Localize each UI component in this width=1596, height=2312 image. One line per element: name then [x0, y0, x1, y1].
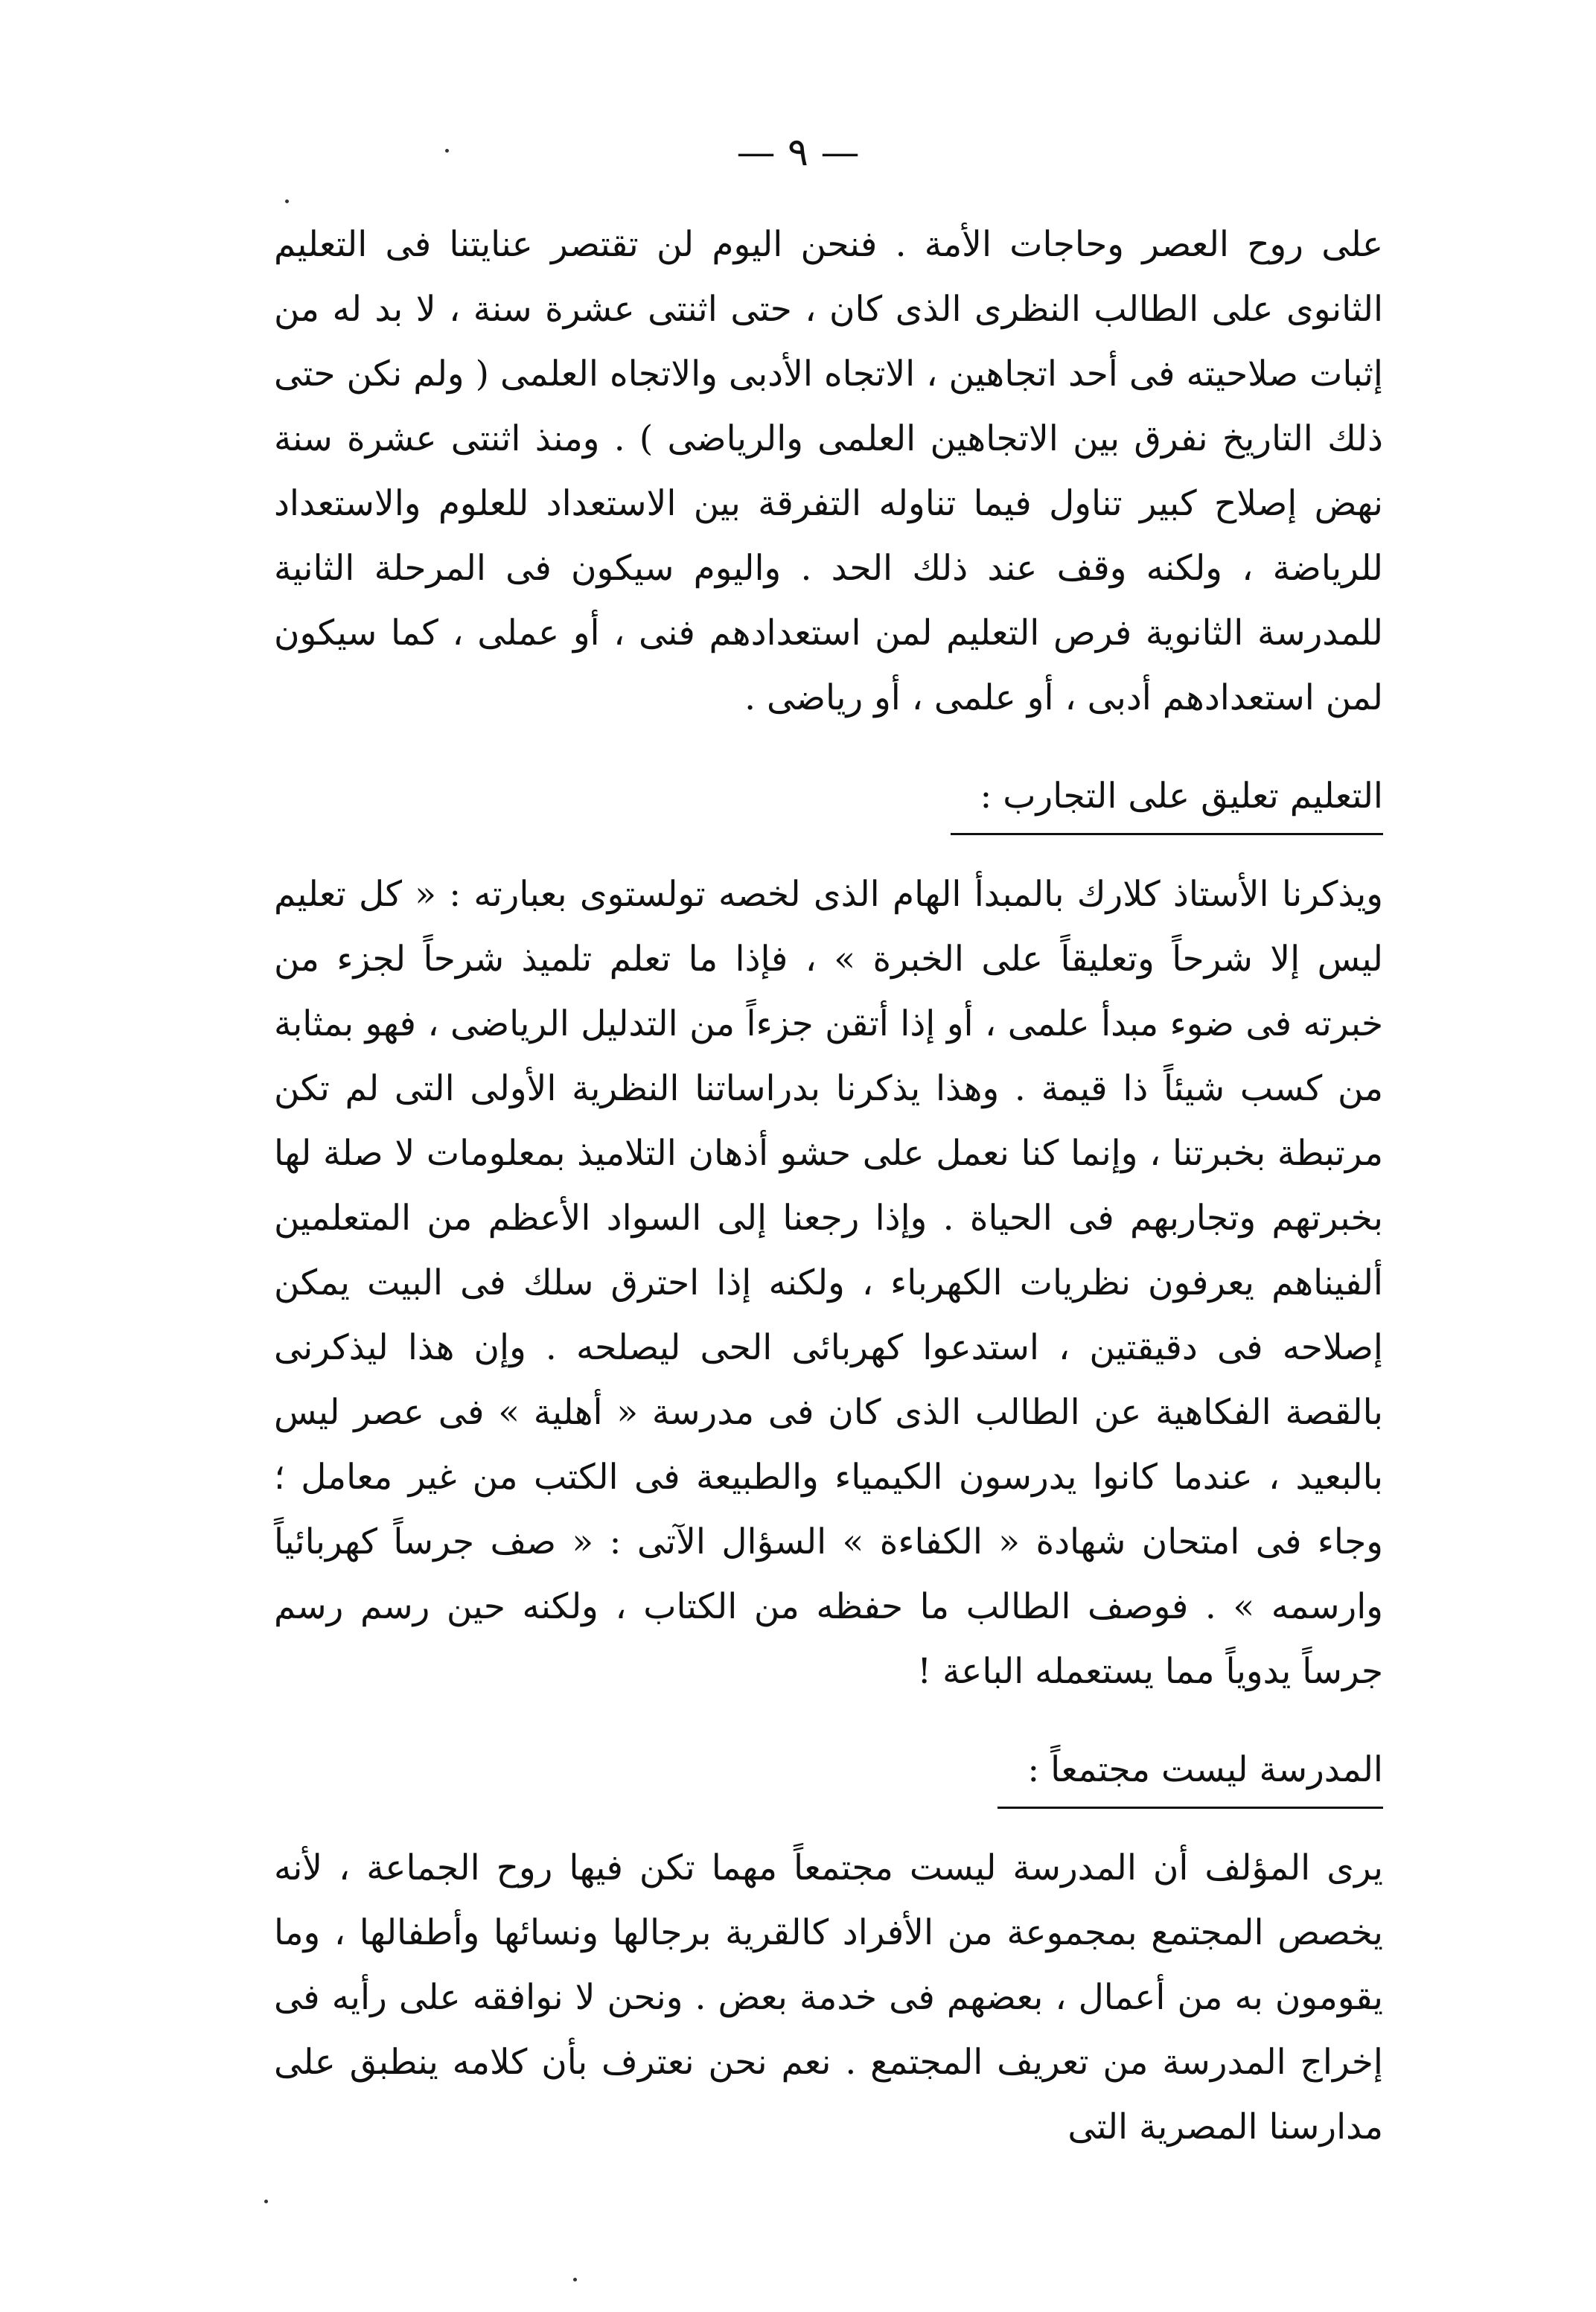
scan-speck — [285, 199, 289, 203]
section-heading-school-not-society: المدرسة ليست مجتمعاً : — [998, 1737, 1383, 1809]
scan-speck — [573, 2278, 577, 2281]
page-body — [274, 212, 1383, 2159]
paragraph-secondary-education: على روح العصر وحاجات الأمة . فنحن اليوم لن تقتصر عنايتنا فى التعليم الثانوى على الطالب النظرى الذى كان ، حتى اثنتى عشرة سنة ، لا بد له من إثبات صلاحيته فى أحد اتجاهين ، الاتجاه الأدبى والاتجاه العلمى ( ولم نكن حتى ذلك التاريخ نفرق بين الاتجاهين العلمى والرياضى ) . ومنذ اثنتى عشرة سنة نهض إصلاح كبير تناول فيما تناوله التفرقة بين الاستعداد للعلوم والاستعداد للرياضة ، ولكنه وقف عند ذلك الحد . واليوم سيكون فى المرحلة الثانية للمدرسة الثانوية فرص التعليم لمن استعدادهم فنى ، أو عملى ، كما سيكون لمن استعدادهم أدبى ، أو علمى ، أو رياضى . — [274, 224, 1383, 718]
paragraph-clarke-tolstoy: ويذكرنا الأستاذ كلارك بالمبدأ الهام الذى لخصه تولستوى بعبارته : « كل تعليم ليس إلا شرحاً وتعليقاً على الخبرة » ، فإذا ما تعلم تلميذ شرحاً لجزء من خبرته فى ضوء مبدأ علمى ، أو إذا أتقن جزءاً من التدليل الرياضى ، فهو بمثابة من كسب شيئاً ذا قيمة . وهذا يذكرنا بدراساتنا النظرية الأولى التى لم تكن مرتبطة بخبرتنا ، وإنما كنا نعمل على حشو أذهان التلاميذ بمعلومات لا صلة لها بخبرتهم وتجاربهم فى الحياة . وإذا رجعنا إلى السواد الأعظم من المتعلمين ألفيناهم يعرفون نظريات الكهرباء ، ولكنه إذا احترق سلك فى البيت يمكن إصلاحه فى دقيقتين ، استدعوا كهربائى الحى ليصلحه . وإن هذا ليذكرنى بالقصة الفكاهية عن الطالب الذى كان فى مدرسة « أهلية » فى عصر ليس بالبعيد ، عندما كانوا يدرسون الكيمياء والطبيعة فى الكتب من غير معامل ؛ وجاء فى امتحان شهادة « الكفاءة » السؤال الآتى : « صف جرساً كهربائياً وارسمه » . فوصف الطالب ما حفظه من الكتاب ، ولكنه حين رسم رسم جرساً يدوياً مما يستعمله الباعة ! — [274, 874, 1383, 1692]
paragraph-author-view: يرى المؤلف أن المدرسة ليست مجتمعاً مهما تكن فيها روح الجماعة ، لأنه يخصص المجتمع بمجموعة من الأفراد كالقرية برجالها ونسائها وأطفالها ، وما يقومون به من أعمال ، بعضهم فى خدمة بعض . ونحن لا نوافقه على رأيه فى إخراج المدرسة من تعريف المجتمع . نعم نحن نعترف بأن كلامه ينطبق على مدارسنا المصرية التى — [274, 1848, 1383, 2147]
scan-speck — [445, 149, 449, 153]
page-number: — ٩ — — [736, 130, 860, 175]
scan-speck — [264, 2200, 268, 2203]
section-heading-education-experience: التعليم تعليق على التجارب : — [951, 764, 1384, 835]
heading-wrap-school-society — [274, 1737, 1383, 1809]
heading-wrap-experience — [274, 764, 1383, 835]
